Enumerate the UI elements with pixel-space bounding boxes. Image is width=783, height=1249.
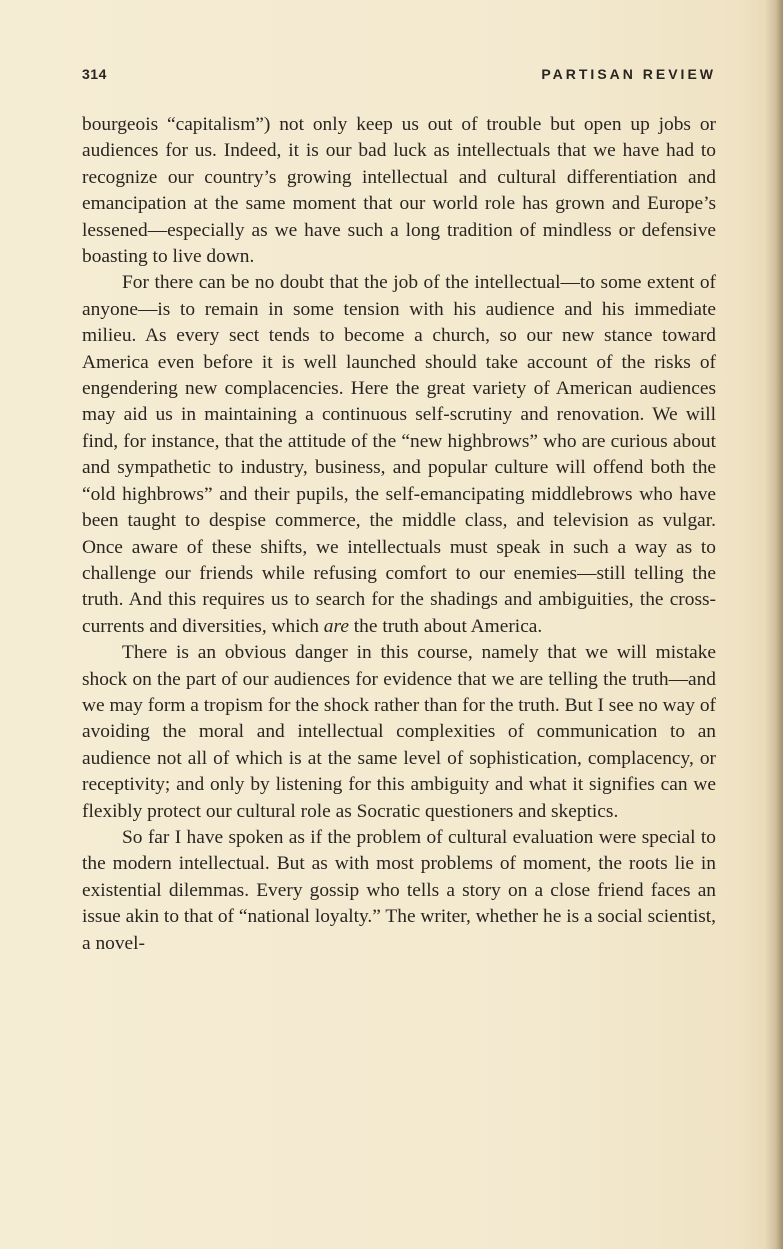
paragraph-4: So far I have spoken as if the problem of cultural evaluation were special to the modern intellectual. But as with most problems of moment, the roots lie in existential dilemmas. Every gossip who tells a story on a close friend faces an issue akin to that of “national loyalty.” The writer, whether he is a social scientist, a novel- [82,826,716,954]
page-header [82,66,716,86]
paragraph-2-emphasis: are [323,615,349,637]
page-number: 314 [82,66,107,82]
body-text [82,112,716,957]
page-edge-shadow [765,0,783,1249]
running-title: PARTISAN REVIEW [541,66,716,82]
paragraph-2-text: For there can be no doubt that the job of the intellectual—to some extent of anyone—is to remain in some tension with his audience and his immediate milieu. As every sect tends to become a church, so our new stance toward America even before it is well launched should take account of the risks of engendering new complacencies. Here the great variety of American audiences may aid us in maintaining a continuous self-scrutiny and renovation. We will find, for instance, that the attitude of the “new highbrows” who are curious about and sympathetic to industry, business, and popular culture will offend both the “old highbrows” and their pupils, the self-emancipating middlebrows who have been taught to despise commerce, the middle class, and television as vulgar. Once aware of these shifts, we intellectuals must speak in such a way as to challenge our friends while refusing comfort to our enemies—still telling the truth. And this requires us to search for the shadings and ambiguities, the cross-currents and diversities, which [82,272,716,637]
paragraph-1: bourgeois “capitalism”) not only keep us out of trouble but open up jobs or audiences for us. Indeed, it is our bad luck as intellectuals that we have had to recognize our country’s growing intellectual and cultural differentiation and emancipation at the same moment that our world role has grown and Europe’s lessened—especially as we have such a long tradition of mindless or defensive boasting to live down. [82,114,716,268]
paragraph-3: There is an obvious danger in this course, namely that we will mistake shock on the part of our audiences for evidence that we are telling the truth—and we may form a tropism for the shock rather than for the truth. But I see no way of avoiding the moral and intellectual complexities of communication to an audience not all of which is at the same level of sophistication, complacency, or receptivity; and only by listening for this ambiguity and what it signifies can we flexibly protect our cultural role as Socratic questioners and skeptics. [82,642,716,822]
paragraph-2-text-end: the truth about America. [353,615,543,637]
paragraph-2 [82,270,716,640]
